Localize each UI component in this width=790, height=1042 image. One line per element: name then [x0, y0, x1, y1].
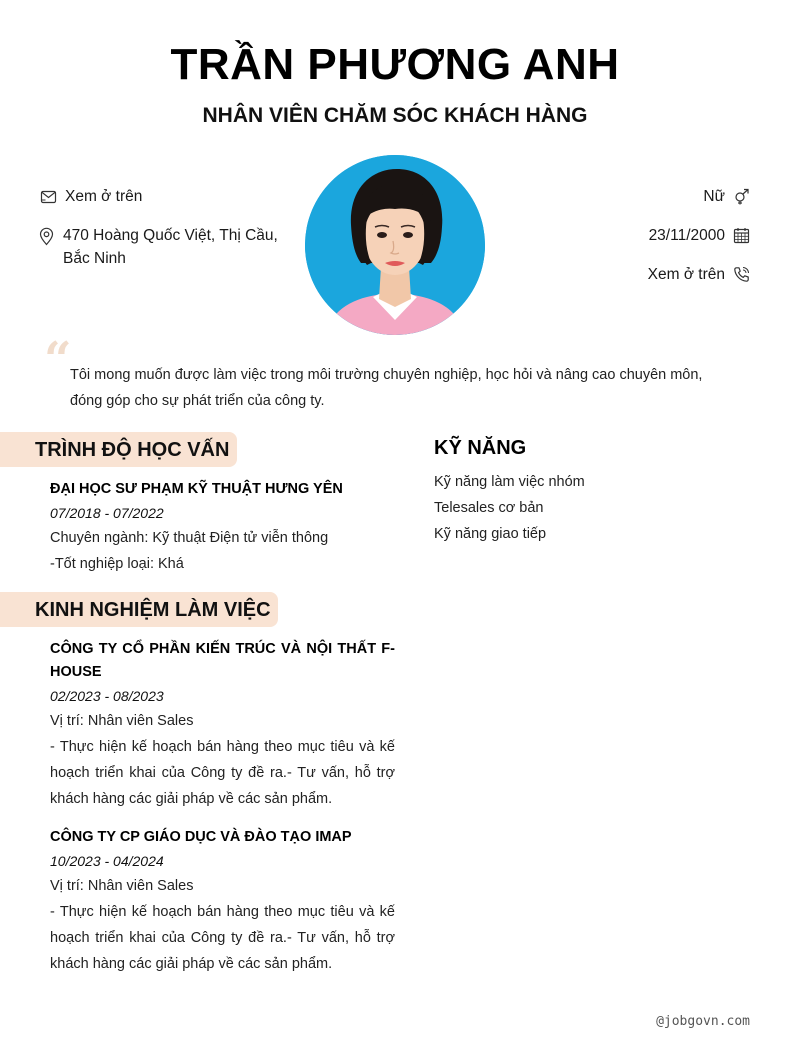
cv-name: TRẦN PHƯƠNG ANH [170, 40, 620, 89]
phone-icon [733, 266, 750, 283]
gender-icon [733, 188, 750, 205]
cv-job-title: NHÂN VIÊN CHĂM SÓC KHÁCH HÀNG [202, 104, 588, 127]
skill-item: Telesales cơ bản [434, 500, 544, 516]
calendar-icon [733, 227, 750, 244]
experience-period: 10/2023 - 04/2024 [50, 853, 164, 869]
contact-gender [703, 185, 750, 208]
contact-email [40, 185, 142, 208]
contact-address [38, 224, 288, 270]
education-section-heading: TRÌNH ĐỘ HỌC VẤN [0, 432, 237, 467]
experience-description: - Thực hiện kế hoạch bán hàng theo mục tiêu và kế hoạch triển khai của Công ty đề ra.- Tư vấn, hỗ trợ khách hàng các giải pháp về các sản phẩm. [50, 739, 395, 807]
contact-email-text: Xem ở trên [65, 188, 143, 205]
experience-description: - Thực hiện kế hoạch bán hàng theo mục tiêu và kế hoạch triển khai của Công ty đề ra.- Tư vấn, hỗ trợ khách hàng các giải pháp về các sản phẩm. [50, 904, 395, 972]
contact-address-text: 470 Hoàng Quốc Việt, Thị Cầu, Bắc Ninh [63, 227, 278, 267]
experience-company: CÔNG TY CP GIÁO DỤC VÀ ĐÀO TẠO IMAP [50, 829, 352, 845]
contact-phone [648, 263, 750, 286]
portrait-illustration [305, 155, 485, 335]
career-objective: Tôi mong muốn được làm việc trong môi trường chuyên nghiệp, học hỏi và nâng cao chuyên môn, đóng góp cho sự phát triển của công ty. [70, 367, 703, 409]
contact-birthday-text: 23/11/2000 [648, 227, 725, 244]
mail-icon [40, 188, 57, 205]
education-period: 07/2018 - 07/2022 [50, 505, 164, 521]
skills-section-heading: KỸ NĂNG [434, 437, 527, 459]
experience-position: Vị trí: Nhân viên Sales [50, 713, 194, 729]
education-school: ĐẠI HỌC SƯ PHẠM KỸ THUẬT HƯNG YÊN [50, 481, 343, 497]
contact-phone-text: Xem ở trên [647, 266, 725, 283]
experience-period: 02/2023 - 08/2023 [50, 688, 164, 704]
contact-gender-text: Nữ [703, 188, 725, 205]
education-major: Chuyên ngành: Kỹ thuật Điện tử viễn thông [50, 530, 329, 546]
experience-section-heading: KINH NGHIỆM LÀM VIỆC [0, 592, 278, 627]
skill-item: Kỹ năng giao tiếp [434, 526, 547, 542]
experience-position: Vị trí: Nhân viên Sales [50, 878, 194, 894]
quote-icon: “ [44, 332, 72, 388]
location-pin-icon [38, 227, 55, 246]
experience-company: CÔNG TY CỔ PHẦN KIẾN TRÚC VÀ NỘI THẤT F-HOUSE [50, 641, 395, 680]
profile-photo [305, 155, 485, 335]
contact-birthday [649, 224, 750, 247]
education-grade: -Tốt nghiệp loại: Khá [50, 556, 184, 572]
skill-item: Kỹ năng làm việc nhóm [434, 474, 585, 490]
watermark: @jobgovn.com [656, 1014, 750, 1029]
